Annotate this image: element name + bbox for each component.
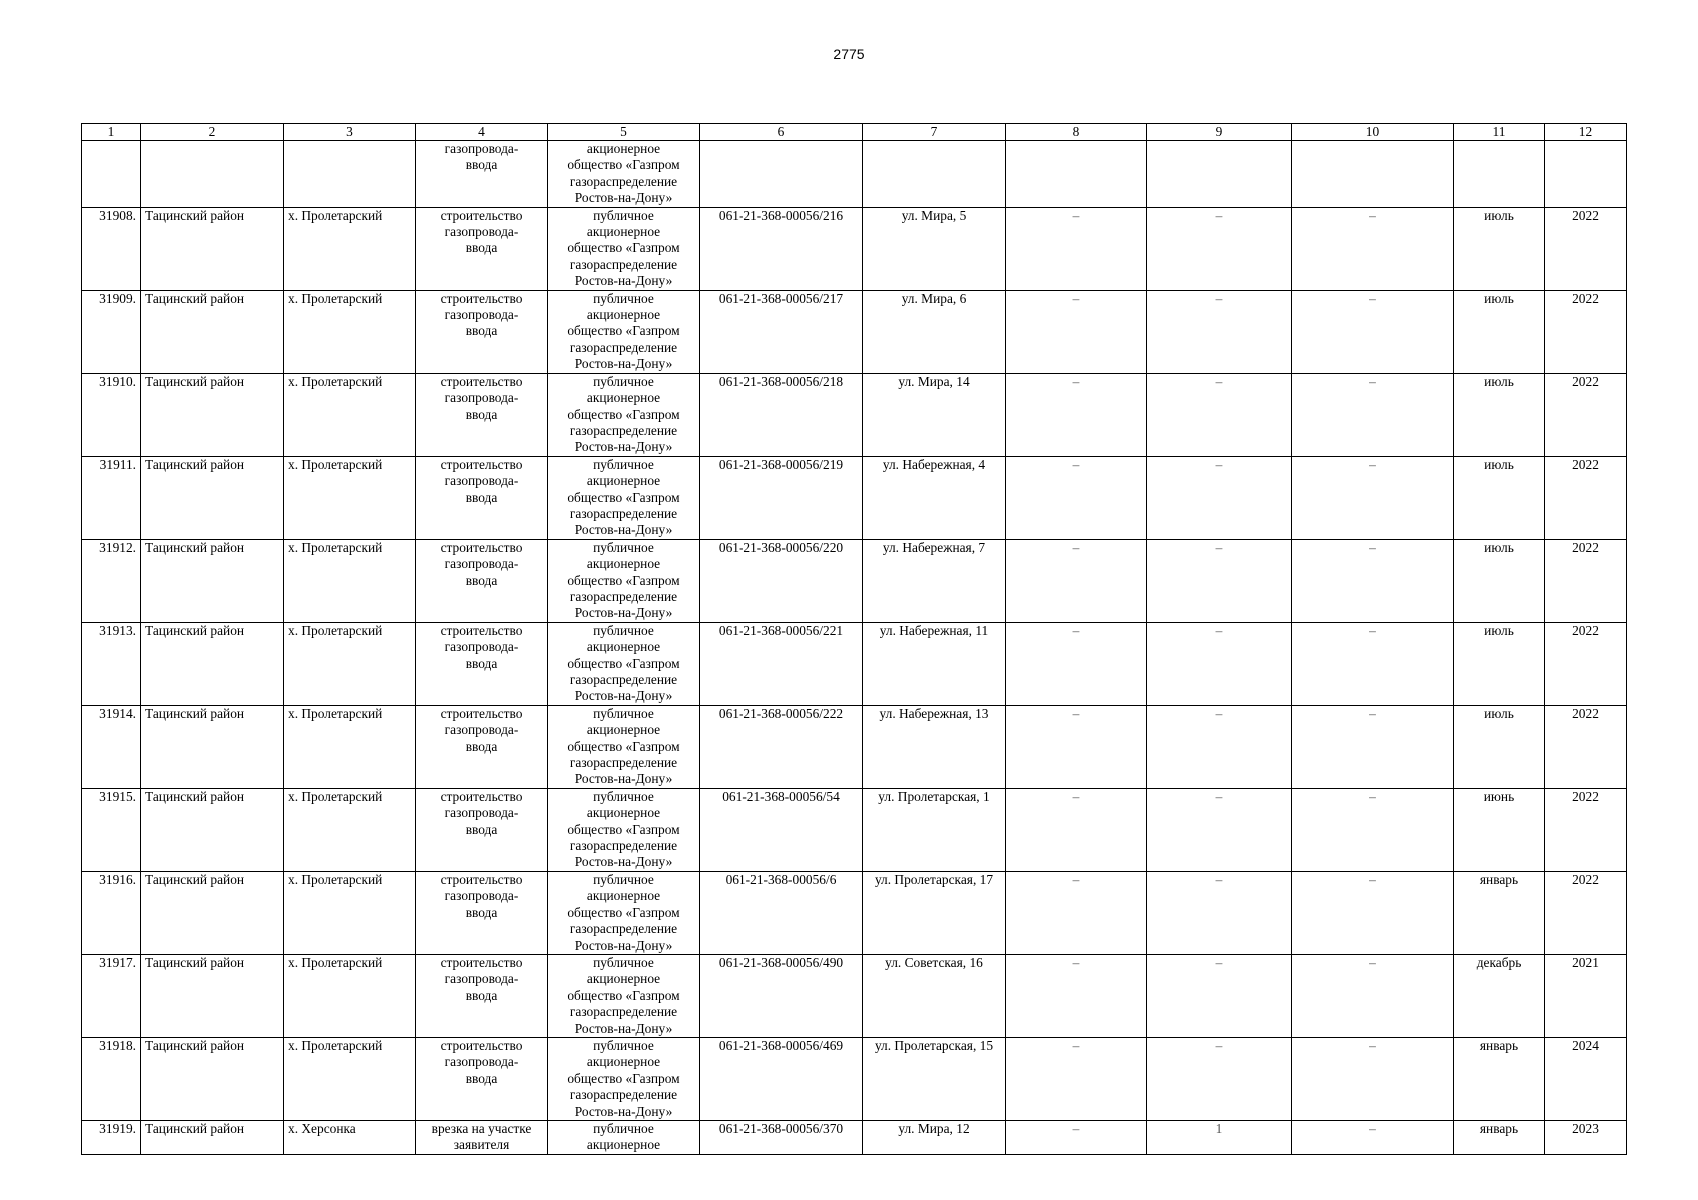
column-8-cell: – xyxy=(1006,788,1147,871)
owner-cell: акционерное общество «Газпром газораспределение Ростов-на-Дону» xyxy=(548,141,700,208)
table-row xyxy=(82,871,1627,954)
address-cell: ул. Пролетарская, 15 xyxy=(863,1037,1006,1120)
code-cell: 061-21-368-00056/217 xyxy=(700,290,863,373)
month-cell: июль xyxy=(1454,207,1545,290)
column-8-cell: – xyxy=(1006,539,1147,622)
month-cell: июль xyxy=(1454,539,1545,622)
table-row xyxy=(82,290,1627,373)
owner-cell: публичное акционерное общество «Газпром газораспределение Ростов-на-Дону» xyxy=(548,954,700,1037)
column-header: 3 xyxy=(284,124,416,141)
year-cell: 2022 xyxy=(1545,622,1627,705)
year-cell: 2022 xyxy=(1545,456,1627,539)
district-cell: Тацинский район xyxy=(141,456,284,539)
table-row xyxy=(82,622,1627,705)
column-10-cell: – xyxy=(1292,1037,1454,1120)
column-header: 7 xyxy=(863,124,1006,141)
column-header: 10 xyxy=(1292,124,1454,141)
settlement-cell: х. Пролетарский xyxy=(284,705,416,788)
district-cell: Тацинский район xyxy=(141,871,284,954)
district-cell: Тацинский район xyxy=(141,1120,284,1154)
column-10-cell: – xyxy=(1292,1120,1454,1154)
row-number-cell: 31912. xyxy=(82,539,141,622)
column-8-cell: – xyxy=(1006,1120,1147,1154)
row-number-cell: 31910. xyxy=(82,373,141,456)
column-8-cell: – xyxy=(1006,1037,1147,1120)
code-cell: 061-21-368-00056/370 xyxy=(700,1120,863,1154)
address-cell: ул. Пролетарская, 1 xyxy=(863,788,1006,871)
address-cell: ул. Мира, 14 xyxy=(863,373,1006,456)
code-cell: 061-21-368-00056/221 xyxy=(700,622,863,705)
district-cell: Тацинский район xyxy=(141,207,284,290)
owner-cell: публичное акционерное общество «Газпром газораспределение Ростов-на-Дону» xyxy=(548,539,700,622)
column-9-cell: – xyxy=(1147,705,1292,788)
column-header: 8 xyxy=(1006,124,1147,141)
code-cell: 061-21-368-00056/218 xyxy=(700,373,863,456)
settlement-cell: х. Пролетарский xyxy=(284,373,416,456)
code-cell: 061-21-368-00056/469 xyxy=(700,1037,863,1120)
column-header: 2 xyxy=(141,124,284,141)
row-number-cell: 31913. xyxy=(82,622,141,705)
column-9-cell: – xyxy=(1147,539,1292,622)
row-number-cell: 31918. xyxy=(82,1037,141,1120)
table-cell xyxy=(1006,141,1147,208)
code-cell: 061-21-368-00056/216 xyxy=(700,207,863,290)
year-cell: 2022 xyxy=(1545,290,1627,373)
month-cell: декабрь xyxy=(1454,954,1545,1037)
column-9-cell: – xyxy=(1147,954,1292,1037)
address-cell: ул. Набережная, 7 xyxy=(863,539,1006,622)
district-cell: Тацинский район xyxy=(141,373,284,456)
table-cell xyxy=(1292,141,1454,208)
table-row xyxy=(82,373,1627,456)
work-type-cell: врезка на участке заявителя xyxy=(416,1120,548,1154)
page-number: 2775 xyxy=(833,46,865,62)
district-cell: Тацинский район xyxy=(141,788,284,871)
owner-cell: публичное акционерное общество «Газпром газораспределение Ростов-на-Дону» xyxy=(548,207,700,290)
column-header: 11 xyxy=(1454,124,1545,141)
code-cell: 061-21-368-00056/222 xyxy=(700,705,863,788)
district-cell: Тацинский район xyxy=(141,1037,284,1120)
column-9-cell: – xyxy=(1147,788,1292,871)
work-type-cell: строительство газопровода- ввода xyxy=(416,788,548,871)
work-type-cell: строительство газопровода- ввода xyxy=(416,539,548,622)
column-9-cell: – xyxy=(1147,290,1292,373)
column-9-cell: – xyxy=(1147,1037,1292,1120)
year-cell: 2022 xyxy=(1545,373,1627,456)
column-9-cell: – xyxy=(1147,456,1292,539)
district-cell: Тацинский район xyxy=(141,954,284,1037)
table-cell xyxy=(82,141,141,208)
work-type-cell: строительство газопровода- ввода xyxy=(416,622,548,705)
year-cell: 2022 xyxy=(1545,207,1627,290)
month-cell: январь xyxy=(1454,1037,1545,1120)
table-row xyxy=(82,539,1627,622)
owner-cell: публичное акционерное общество «Газпром газораспределение Ростов-на-Дону» xyxy=(548,456,700,539)
owner-cell: публичное акционерное общество «Газпром газораспределение Ростов-на-Дону» xyxy=(548,871,700,954)
code-cell: 061-21-368-00056/490 xyxy=(700,954,863,1037)
column-8-cell: – xyxy=(1006,705,1147,788)
column-9-cell: – xyxy=(1147,207,1292,290)
settlement-cell: х. Пролетарский xyxy=(284,207,416,290)
month-cell: июль xyxy=(1454,373,1545,456)
column-8-cell: – xyxy=(1006,373,1147,456)
address-cell: ул. Мира, 5 xyxy=(863,207,1006,290)
year-cell: 2021 xyxy=(1545,954,1627,1037)
column-8-cell: – xyxy=(1006,207,1147,290)
settlement-cell: х. Пролетарский xyxy=(284,622,416,705)
owner-cell: публичное акционерное xyxy=(548,1120,700,1154)
district-cell: Тацинский район xyxy=(141,290,284,373)
owner-cell: публичное акционерное общество «Газпром газораспределение Ростов-на-Дону» xyxy=(548,622,700,705)
row-number-cell: 31916. xyxy=(82,871,141,954)
column-header: 6 xyxy=(700,124,863,141)
work-type-cell: строительство газопровода- ввода xyxy=(416,871,548,954)
year-cell: 2024 xyxy=(1545,1037,1627,1120)
owner-cell: публичное акционерное общество «Газпром газораспределение Ростов-на-Дону» xyxy=(548,788,700,871)
code-cell: 061-21-368-00056/6 xyxy=(700,871,863,954)
column-10-cell: – xyxy=(1292,539,1454,622)
row-number-cell: 31915. xyxy=(82,788,141,871)
month-cell: июль xyxy=(1454,456,1545,539)
column-9-cell: – xyxy=(1147,622,1292,705)
column-10-cell: – xyxy=(1292,788,1454,871)
column-10-cell: – xyxy=(1292,871,1454,954)
table-cell xyxy=(1147,141,1292,208)
month-cell: январь xyxy=(1454,1120,1545,1154)
column-9-cell: – xyxy=(1147,373,1292,456)
table-cell xyxy=(863,141,1006,208)
district-cell: Тацинский район xyxy=(141,539,284,622)
owner-cell: публичное акционерное общество «Газпром газораспределение Ростов-на-Дону» xyxy=(548,1037,700,1120)
month-cell: январь xyxy=(1454,871,1545,954)
table-row xyxy=(82,1120,1627,1154)
column-9-cell: 1 xyxy=(1147,1120,1292,1154)
column-header: 9 xyxy=(1147,124,1292,141)
work-type-cell: строительство газопровода- ввода xyxy=(416,290,548,373)
column-10-cell: – xyxy=(1292,373,1454,456)
code-cell: 061-21-368-00056/219 xyxy=(700,456,863,539)
work-type-cell: строительство газопровода- ввода xyxy=(416,954,548,1037)
settlement-cell: х. Пролетарский xyxy=(284,788,416,871)
table-row xyxy=(82,788,1627,871)
column-10-cell: – xyxy=(1292,207,1454,290)
table-cell xyxy=(1545,141,1627,208)
table-row xyxy=(82,954,1627,1037)
district-cell: Тацинский район xyxy=(141,622,284,705)
column-10-cell: – xyxy=(1292,705,1454,788)
column-8-cell: – xyxy=(1006,954,1147,1037)
table-cell xyxy=(1454,141,1545,208)
column-10-cell: – xyxy=(1292,290,1454,373)
code-cell: 061-21-368-00056/54 xyxy=(700,788,863,871)
year-cell: 2022 xyxy=(1545,539,1627,622)
column-8-cell: – xyxy=(1006,622,1147,705)
owner-cell: публичное акционерное общество «Газпром газораспределение Ростов-на-Дону» xyxy=(548,373,700,456)
work-type-cell: строительство газопровода- ввода xyxy=(416,456,548,539)
continuation-row xyxy=(82,141,1627,208)
column-number-header-row xyxy=(82,124,1627,141)
year-cell: 2023 xyxy=(1545,1120,1627,1154)
registry-table xyxy=(81,123,1627,1155)
row-number-cell: 31919. xyxy=(82,1120,141,1154)
settlement-cell: х. Пролетарский xyxy=(284,954,416,1037)
address-cell: ул. Пролетарская, 17 xyxy=(863,871,1006,954)
owner-cell: публичное акционерное общество «Газпром газораспределение Ростов-на-Дону» xyxy=(548,290,700,373)
address-cell: ул. Мира, 12 xyxy=(863,1120,1006,1154)
table-cell xyxy=(284,141,416,208)
column-8-cell: – xyxy=(1006,456,1147,539)
table-cell xyxy=(141,141,284,208)
column-10-cell: – xyxy=(1292,954,1454,1037)
row-number-cell: 31917. xyxy=(82,954,141,1037)
address-cell: ул. Набережная, 11 xyxy=(863,622,1006,705)
column-8-cell: – xyxy=(1006,290,1147,373)
work-type-cell: строительство газопровода- ввода xyxy=(416,373,548,456)
table-row xyxy=(82,705,1627,788)
table-row xyxy=(82,1037,1627,1120)
owner-cell: публичное акционерное общество «Газпром газораспределение Ростов-на-Дону» xyxy=(548,705,700,788)
address-cell: ул. Советская, 16 xyxy=(863,954,1006,1037)
work-type-cell: газопровода- ввода xyxy=(416,141,548,208)
district-cell: Тацинский район xyxy=(141,705,284,788)
table-row xyxy=(82,207,1627,290)
table-cell xyxy=(700,141,863,208)
row-number-cell: 31908. xyxy=(82,207,141,290)
month-cell: июль xyxy=(1454,622,1545,705)
settlement-cell: х. Пролетарский xyxy=(284,1037,416,1120)
month-cell: июнь xyxy=(1454,788,1545,871)
year-cell: 2022 xyxy=(1545,871,1627,954)
settlement-cell: х. Пролетарский xyxy=(284,290,416,373)
column-header: 5 xyxy=(548,124,700,141)
year-cell: 2022 xyxy=(1545,705,1627,788)
row-number-cell: 31914. xyxy=(82,705,141,788)
work-type-cell: строительство газопровода- ввода xyxy=(416,1037,548,1120)
settlement-cell: х. Пролетарский xyxy=(284,539,416,622)
year-cell: 2022 xyxy=(1545,788,1627,871)
address-cell: ул. Мира, 6 xyxy=(863,290,1006,373)
settlement-cell: х. Херсонка xyxy=(284,1120,416,1154)
column-header: 12 xyxy=(1545,124,1627,141)
address-cell: ул. Набережная, 4 xyxy=(863,456,1006,539)
column-10-cell: – xyxy=(1292,622,1454,705)
column-header: 4 xyxy=(416,124,548,141)
table-row xyxy=(82,456,1627,539)
work-type-cell: строительство газопровода- ввода xyxy=(416,705,548,788)
month-cell: июль xyxy=(1454,705,1545,788)
settlement-cell: х. Пролетарский xyxy=(284,871,416,954)
work-type-cell: строительство газопровода- ввода xyxy=(416,207,548,290)
row-number-cell: 31911. xyxy=(82,456,141,539)
month-cell: июль xyxy=(1454,290,1545,373)
code-cell: 061-21-368-00056/220 xyxy=(700,539,863,622)
column-9-cell: – xyxy=(1147,871,1292,954)
column-10-cell: – xyxy=(1292,456,1454,539)
column-header: 1 xyxy=(82,124,141,141)
settlement-cell: х. Пролетарский xyxy=(284,456,416,539)
address-cell: ул. Набережная, 13 xyxy=(863,705,1006,788)
column-8-cell: – xyxy=(1006,871,1147,954)
row-number-cell: 31909. xyxy=(82,290,141,373)
